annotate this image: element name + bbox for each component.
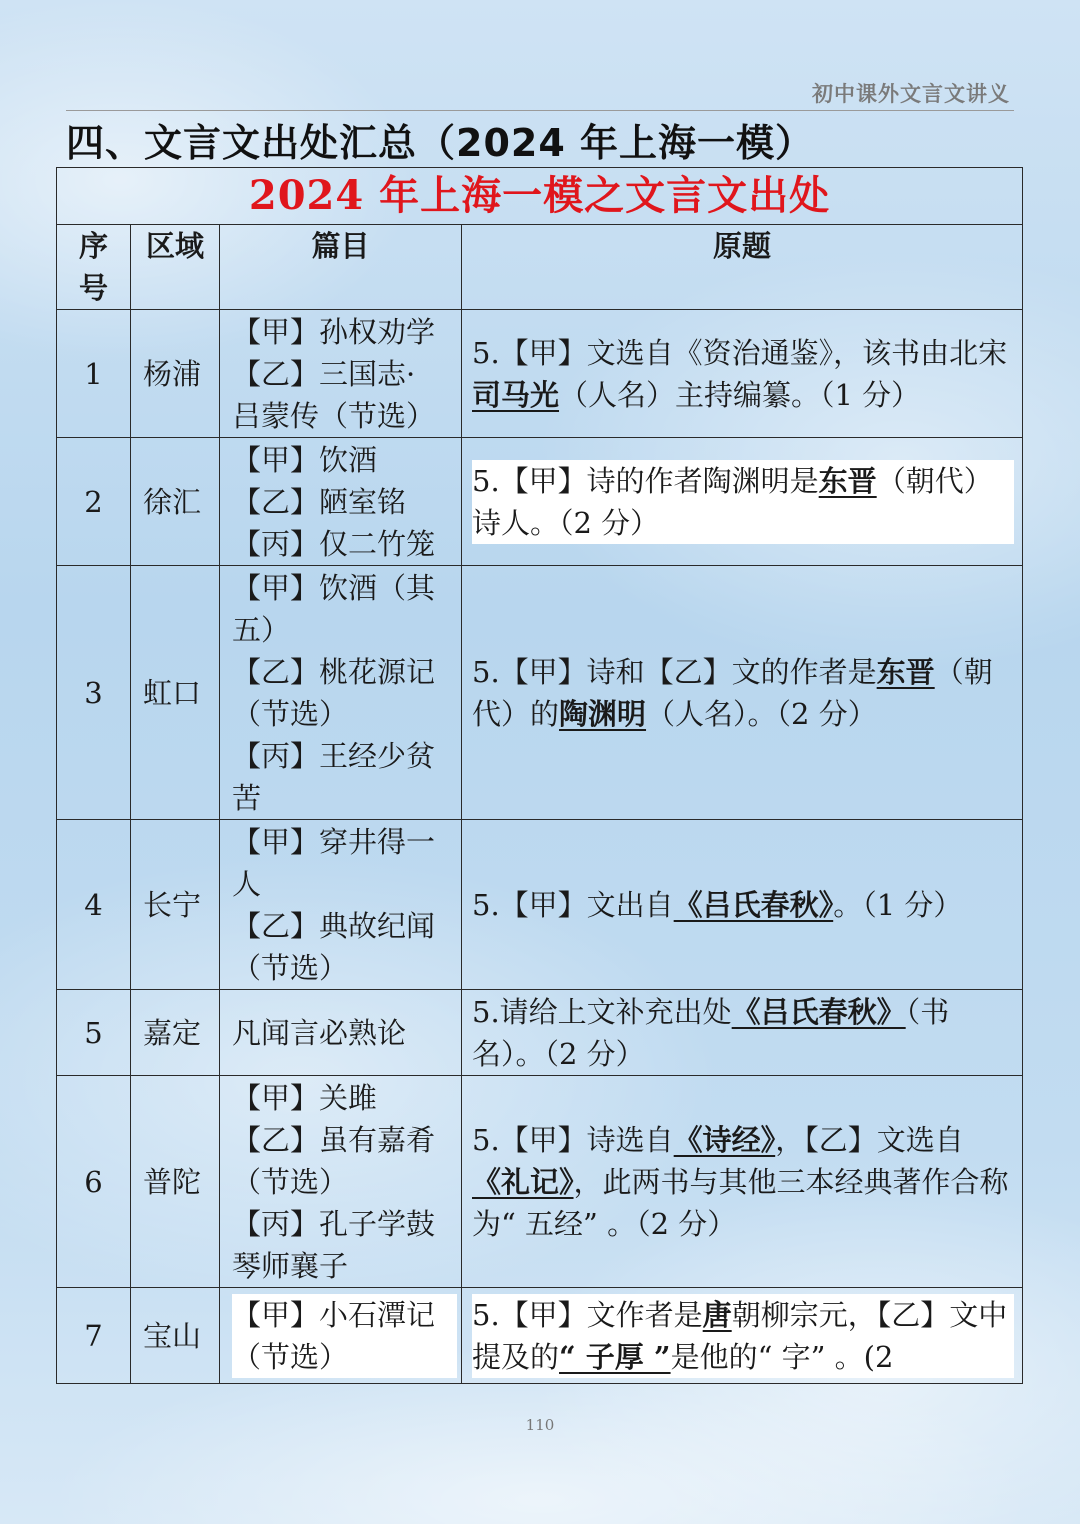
question-text: （人名）。（2 分） xyxy=(646,696,877,731)
work-title: 【甲】穿井得一人 xyxy=(232,824,436,901)
answer-text: 陶渊明 xyxy=(559,696,647,731)
row-region: 长宁 xyxy=(131,820,220,990)
header-divider xyxy=(66,110,1014,111)
question-text: 5.【甲】文出自 xyxy=(472,887,674,922)
question-text: 5.【甲】诗和【乙】文的作者是 xyxy=(472,654,877,689)
table-row xyxy=(57,1076,1023,1288)
table-row xyxy=(57,438,1023,566)
question-text: 是他的“ 字” 。(2 xyxy=(670,1339,894,1374)
header-works-label: 篇目 xyxy=(311,229,370,263)
row-number: 5 xyxy=(57,990,131,1076)
question-text: 。（1 分） xyxy=(833,887,963,922)
answer-text: 《诗经》 xyxy=(673,1122,776,1157)
question-text: ，【乙】文选自 xyxy=(775,1122,964,1157)
row-region: 徐汇 xyxy=(131,438,220,566)
row-region: 嘉定 xyxy=(131,990,220,1076)
row-region: 虹口 xyxy=(131,566,220,820)
row-works xyxy=(220,990,462,1076)
row-number: 4 xyxy=(57,820,131,990)
row-question xyxy=(462,310,1023,438)
table-title: 2024 年上海一模之文言文出处 xyxy=(57,168,1023,225)
table-title-row xyxy=(57,168,1023,225)
section-title: 四、文言文出处汇总（2024 年上海一模） xyxy=(66,121,814,165)
work-title: 【甲】小石潭记（节选） xyxy=(232,1297,436,1374)
page-number: 110 xyxy=(525,1416,555,1434)
row-question xyxy=(462,1288,1023,1384)
table-header-row xyxy=(57,225,1023,310)
answer-text: 《吕氏春秋》 xyxy=(673,887,834,922)
row-region: 宝山 xyxy=(131,1288,220,1384)
header-question-label: 原题 xyxy=(713,229,772,263)
table-body xyxy=(57,310,1023,1384)
row-number: 1 xyxy=(57,310,131,438)
table-row xyxy=(57,1288,1023,1384)
table-row xyxy=(57,990,1023,1076)
row-works xyxy=(220,1288,462,1384)
work-title: 【丙】孔子学鼓琴师襄子 xyxy=(232,1206,436,1283)
row-question xyxy=(462,990,1023,1076)
work-title: 【甲】饮酒 xyxy=(232,442,378,477)
work-title: 凡闻言必熟论 xyxy=(232,1015,407,1050)
answer-text: 东晋 xyxy=(876,654,935,689)
answer-text: 东晋 xyxy=(818,463,877,498)
work-title: 【丙】仅二竹笼 xyxy=(232,526,436,561)
question-text: 5.【甲】文选自《资治通鉴》，该书由北宋 xyxy=(472,335,1008,370)
table-row xyxy=(57,310,1023,438)
row-works xyxy=(220,820,462,990)
question-text: 5.【甲】诗的作者陶渊明是 xyxy=(472,463,819,498)
answer-text: “ 子厚 ” xyxy=(559,1339,671,1374)
work-title: 【乙】三国志· xyxy=(232,356,416,391)
sources-table xyxy=(56,167,1023,1384)
row-works xyxy=(220,1076,462,1288)
header-num-label: 序号 xyxy=(78,229,108,305)
work-title: 【乙】陋室铭 xyxy=(232,484,407,519)
work-title: 【甲】饮酒（其五） xyxy=(232,570,436,647)
answer-text: 《礼记》 xyxy=(472,1164,574,1199)
table-row xyxy=(57,566,1023,820)
question-text: （朝代）的 xyxy=(472,654,993,731)
row-number: 3 xyxy=(57,566,131,820)
row-number: 7 xyxy=(57,1288,131,1384)
row-region: 普陀 xyxy=(131,1076,220,1288)
document-title: 初中课外文言文讲义 xyxy=(812,82,1010,106)
answer-text: 司马光 xyxy=(472,377,560,412)
row-region: 杨浦 xyxy=(131,310,220,438)
row-works xyxy=(220,310,462,438)
question-text: 5.请给上文补充出处 xyxy=(472,994,732,1029)
work-title: 【乙】桃花源记（节选） xyxy=(232,654,436,731)
question-text: ，此两书与其他三本经典著作合称为“ 五经” 。（2 分） xyxy=(472,1164,1009,1241)
row-question xyxy=(462,1076,1023,1288)
header-works xyxy=(220,225,462,310)
row-question xyxy=(462,566,1023,820)
header-region-label: 区域 xyxy=(145,229,204,263)
work-title: 【甲】孙权劝学 xyxy=(232,314,436,349)
row-works xyxy=(220,566,462,820)
row-question xyxy=(462,820,1023,990)
answer-text: 《吕氏春秋》 xyxy=(731,994,906,1029)
row-number: 6 xyxy=(57,1076,131,1288)
answer-text: 唐 xyxy=(702,1297,732,1332)
row-works xyxy=(220,438,462,566)
work-title: 【乙】虽有嘉肴（节选） xyxy=(232,1122,436,1199)
question-text: 5.【甲】诗选自 xyxy=(472,1122,674,1157)
question-text: 5.【甲】文作者是 xyxy=(472,1297,703,1332)
question-text: （人名）主持编纂。（1 分） xyxy=(559,377,921,412)
row-question xyxy=(462,438,1023,566)
question-text: （朝代）诗人。（2 分） xyxy=(472,463,993,540)
header-num xyxy=(57,225,131,310)
table-row xyxy=(57,820,1023,990)
work-title: 【甲】关雎 xyxy=(232,1080,378,1115)
work-title: 吕蒙传（节选） xyxy=(232,398,436,433)
question-text: 朝柳宗元，【乙】文中提及的 xyxy=(472,1297,1008,1374)
work-title: 【丙】王经少贫苦 xyxy=(232,738,436,815)
header-question xyxy=(462,225,1023,310)
row-number: 2 xyxy=(57,438,131,566)
work-title: 【乙】典故纪闻（节选） xyxy=(232,908,436,985)
header-region xyxy=(131,225,220,310)
question-text: （书名）。（2 分） xyxy=(472,994,950,1071)
